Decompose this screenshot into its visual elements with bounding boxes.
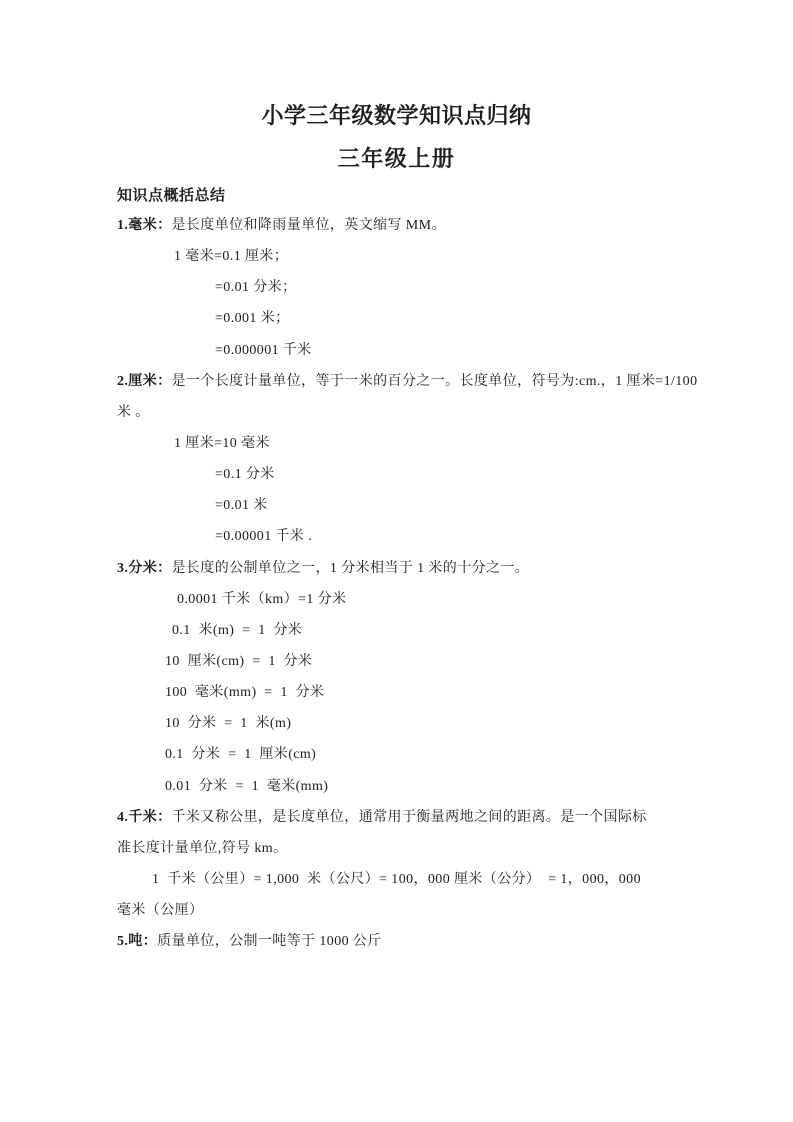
- section-3-label: 3.分米：: [117, 560, 172, 576]
- section-5-heading: [117, 926, 683, 957]
- equation-line: =0.01 分米；: [215, 280, 297, 296]
- section-1-label: 1.毫米：: [117, 218, 172, 233]
- section-4-intro: 千米又称公里，是长度单位，通常用于衡量两地之间的距离。是一个国际标: [171, 809, 647, 825]
- equation-line: =0.01 米: [215, 498, 268, 514]
- section-4-heading: [117, 802, 683, 833]
- equation-line: 0.01 分米 = 1 毫米(mm): [165, 778, 329, 794]
- document-subtitle: 三年级上册: [337, 146, 456, 171]
- equation-line: 100 毫米(mm) = 1 分米: [165, 685, 325, 701]
- section-4-label: 4.千米：: [117, 809, 172, 825]
- section-1-heading: [117, 210, 683, 241]
- section-2-label: 2.厘米：: [117, 373, 172, 389]
- section-2-intro-cont: 米 。: [117, 404, 150, 420]
- section-2-intro: 是一个长度计量单位，等于一米的百分之一。长度单位，符号为:cm.，1 厘米=1/100: [171, 373, 698, 389]
- section-4-intro-cont: 准长度计量单位,符号 km。: [117, 840, 288, 856]
- equation-line-cont: 毫米（公厘）: [117, 903, 204, 919]
- section-1-intro: 是长度单位和降雨量单位，英文缩写 MM。: [171, 218, 446, 233]
- summary-heading: 知识点概括总结: [117, 188, 226, 204]
- equation-line: =0.1 分米: [215, 467, 275, 483]
- section-3-intro: 是长度的公制单位之一，1 分米相当于 1 米的十分之一。: [171, 560, 530, 576]
- section-2-heading: [117, 366, 698, 397]
- equation-line: =0.000001 千米: [215, 342, 312, 358]
- equation-line: 0.1 米(m) = 1 分米: [172, 622, 303, 638]
- section-5-label: 5.吨：: [117, 934, 158, 950]
- equation-line: 0.1 分米 = 1 厘米(cm): [165, 747, 317, 763]
- section-3-heading: [117, 553, 683, 584]
- equation-line: 10 厘米(cm) = 1 分米: [165, 653, 313, 669]
- equation-line: 10 分米 = 1 米(m): [165, 716, 292, 732]
- document-body: [0, 186, 793, 957]
- equation-line: 1 千米（公里）= 1,000 米（公尺）= 100，000 厘米（公分） = 1，000，000: [152, 871, 641, 887]
- equation-line: 0.0001 千米（km）=1 分米: [177, 591, 347, 607]
- section-5-intro: 质量单位，公制一吨等于 1000 公斤: [157, 934, 382, 950]
- equation-line: 1 毫米=0.1 厘米；: [174, 249, 289, 265]
- equation-line: =0.00001 千米 .: [215, 529, 313, 545]
- body-lines: [117, 210, 698, 957]
- equation-line: =0.001 米；: [215, 311, 290, 327]
- document-title: 小学三年级数学知识点归纳: [261, 103, 532, 128]
- equation-line: 1 厘米=10 毫米: [174, 435, 270, 451]
